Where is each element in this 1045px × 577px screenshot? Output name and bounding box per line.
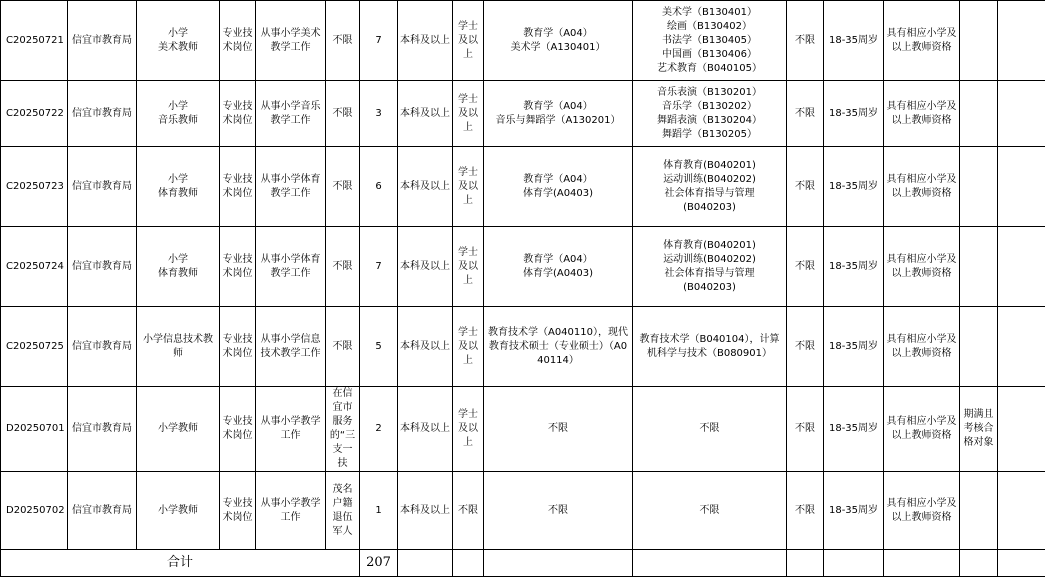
position-category-cell: 专业技术岗位 [220,307,256,387]
recruitment-target-cell: 不限 [326,147,360,227]
table-row [1,387,1045,472]
degree-cell: 学士及以上 [453,387,484,472]
degree-cell: 学士及以上 [453,227,484,307]
major-graduate-cell: 教育技术学（A040110），现代教育技术硕士（专业硕士）（A040114） [484,307,633,387]
other-requirement-cell: 不限 [787,472,824,550]
department-cell: 信宜市教育局 [68,227,137,307]
remark-cell [960,1,998,81]
major-undergraduate-cell: 音乐表演（B130201） 音乐学（B130202） 舞蹈表演（B130204） 舞蹈学（B130205） [633,81,787,147]
headcount-cell: 7 [360,227,398,307]
headcount-cell: 2 [360,387,398,472]
department-cell: 信宜市教育局 [68,147,137,227]
job-duty-cell: 从事小学体育教学工作 [256,227,326,307]
major-undergraduate-cell: 教育技术学（B040104），计算机科学与技术（B080901） [633,307,787,387]
table-row [1,1,1045,81]
table-row [1,307,1045,387]
position-name-cell: 小学教师 [137,387,220,472]
position-category-cell: 专业技术岗位 [220,387,256,472]
education-cell: 本科及以上 [398,81,453,147]
empty-cell [998,550,1045,577]
position-category-cell: 专业技术岗位 [220,81,256,147]
extra-cell [998,387,1045,472]
job-duty-cell: 从事小学信息技术教学工作 [256,307,326,387]
post-code-cell: D20250701 [1,387,68,472]
major-undergraduate-cell: 体育教育(B040201) 运动训练(B040202) 社会体育指导与管理 (B040203) [633,227,787,307]
post-code-cell: D20250702 [1,472,68,550]
age-cell: 18-35周岁 [824,307,884,387]
age-cell: 18-35周岁 [824,227,884,307]
post-code-cell: C20250724 [1,227,68,307]
age-cell: 18-35周岁 [824,472,884,550]
education-cell: 本科及以上 [398,307,453,387]
position-category-cell: 专业技术岗位 [220,147,256,227]
education-cell: 本科及以上 [398,147,453,227]
degree-cell: 学士及以上 [453,147,484,227]
empty-cell [787,550,824,577]
empty-cell [824,550,884,577]
position-name-cell: 小学 音乐教师 [137,81,220,147]
major-graduate-cell: 不限 [484,472,633,550]
table-row [1,472,1045,550]
major-graduate-cell: 教育学（A04） 美术学（A130401） [484,1,633,81]
position-name-cell: 小学信息技术教师 [137,307,220,387]
extra-cell [998,147,1045,227]
headcount-cell: 7 [360,1,398,81]
remark-cell [960,472,998,550]
degree-cell: 不限 [453,472,484,550]
job-duty-cell: 从事小学教学工作 [256,472,326,550]
job-duty-cell: 从事小学教学工作 [256,387,326,472]
empty-cell [960,550,998,577]
position-category-cell: 专业技术岗位 [220,1,256,81]
job-duty-cell: 从事小学美术教学工作 [256,1,326,81]
qualification-cell: 具有相应小学及以上教师资格 [884,387,960,472]
table-row [1,147,1045,227]
extra-cell [998,472,1045,550]
age-cell: 18-35周岁 [824,1,884,81]
recruitment-target-cell: 不限 [326,1,360,81]
empty-cell [398,550,453,577]
extra-cell [998,81,1045,147]
total-value: 207 [360,550,398,577]
position-name-cell: 小学 美术教师 [137,1,220,81]
other-requirement-cell: 不限 [787,307,824,387]
headcount-cell: 5 [360,307,398,387]
post-code-cell: C20250723 [1,147,68,227]
job-duty-cell: 从事小学音乐教学工作 [256,81,326,147]
position-category-cell: 专业技术岗位 [220,227,256,307]
department-cell: 信宜市教育局 [68,81,137,147]
major-graduate-cell: 教育学（A04） 体育学(A0403) [484,227,633,307]
total-row [1,550,1045,577]
age-cell: 18-35周岁 [824,81,884,147]
position-name-cell: 小学 体育教师 [137,147,220,227]
department-cell: 信宜市教育局 [68,1,137,81]
degree-cell: 学士及以上 [453,1,484,81]
headcount-cell: 6 [360,147,398,227]
education-cell: 本科及以上 [398,227,453,307]
major-undergraduate-cell: 不限 [633,387,787,472]
recruitment-target-cell: 不限 [326,227,360,307]
extra-cell [998,307,1045,387]
other-requirement-cell: 不限 [787,1,824,81]
empty-cell [633,550,787,577]
position-name-cell: 小学教师 [137,472,220,550]
job-duty-cell: 从事小学体育教学工作 [256,147,326,227]
major-undergraduate-cell: 不限 [633,472,787,550]
headcount-cell: 3 [360,81,398,147]
other-requirement-cell: 不限 [787,227,824,307]
qualification-cell: 具有相应小学及以上教师资格 [884,472,960,550]
department-cell: 信宜市教育局 [68,307,137,387]
qualification-cell: 具有相应小学及以上教师资格 [884,227,960,307]
recruitment-target-cell: 在信宜市服务的“三支一扶 [326,387,360,472]
empty-cell [453,550,484,577]
age-cell: 18-35周岁 [824,147,884,227]
post-code-cell: C20250722 [1,81,68,147]
recruitment-target-cell: 不限 [326,81,360,147]
degree-cell: 学士及以上 [453,307,484,387]
post-code-cell: C20250721 [1,1,68,81]
remark-cell: 期满且考核合格对象 [960,387,998,472]
headcount-cell: 1 [360,472,398,550]
qualification-cell: 具有相应小学及以上教师资格 [884,147,960,227]
recruitment-target-cell: 茂名户籍退伍军人 [326,472,360,550]
total-label: 合计 [1,550,360,577]
remark-cell [960,227,998,307]
education-cell: 本科及以上 [398,387,453,472]
qualification-cell: 具有相应小学及以上教师资格 [884,81,960,147]
department-cell: 信宜市教育局 [68,472,137,550]
major-graduate-cell: 不限 [484,387,633,472]
department-cell: 信宜市教育局 [68,387,137,472]
empty-cell [484,550,633,577]
recruitment-target-cell: 不限 [326,307,360,387]
remark-cell [960,147,998,227]
post-code-cell: C20250725 [1,307,68,387]
position-category-cell: 专业技术岗位 [220,472,256,550]
degree-cell: 学士及以上 [453,81,484,147]
extra-cell [998,227,1045,307]
education-cell: 本科及以上 [398,472,453,550]
major-graduate-cell: 教育学（A04） 音乐与舞蹈学（A130201） [484,81,633,147]
major-undergraduate-cell: 体育教育(B040201) 运动训练(B040202) 社会体育指导与管理 (B040203) [633,147,787,227]
table-row [1,81,1045,147]
other-requirement-cell: 不限 [787,81,824,147]
qualification-cell: 具有相应小学及以上教师资格 [884,1,960,81]
extra-cell [998,1,1045,81]
remark-cell [960,81,998,147]
other-requirement-cell: 不限 [787,387,824,472]
major-undergraduate-cell: 美术学（B130401） 绘画（B130402） 书法学（B130405） 中国画（B130406） 艺术教育（B040105） [633,1,787,81]
qualification-cell: 具有相应小学及以上教师资格 [884,307,960,387]
age-cell: 18-35周岁 [824,387,884,472]
table-row [1,227,1045,307]
remark-cell [960,307,998,387]
position-name-cell: 小学 体育教师 [137,227,220,307]
empty-cell [884,550,960,577]
major-graduate-cell: 教育学（A04） 体育学(A0403) [484,147,633,227]
other-requirement-cell: 不限 [787,147,824,227]
education-cell: 本科及以上 [398,1,453,81]
